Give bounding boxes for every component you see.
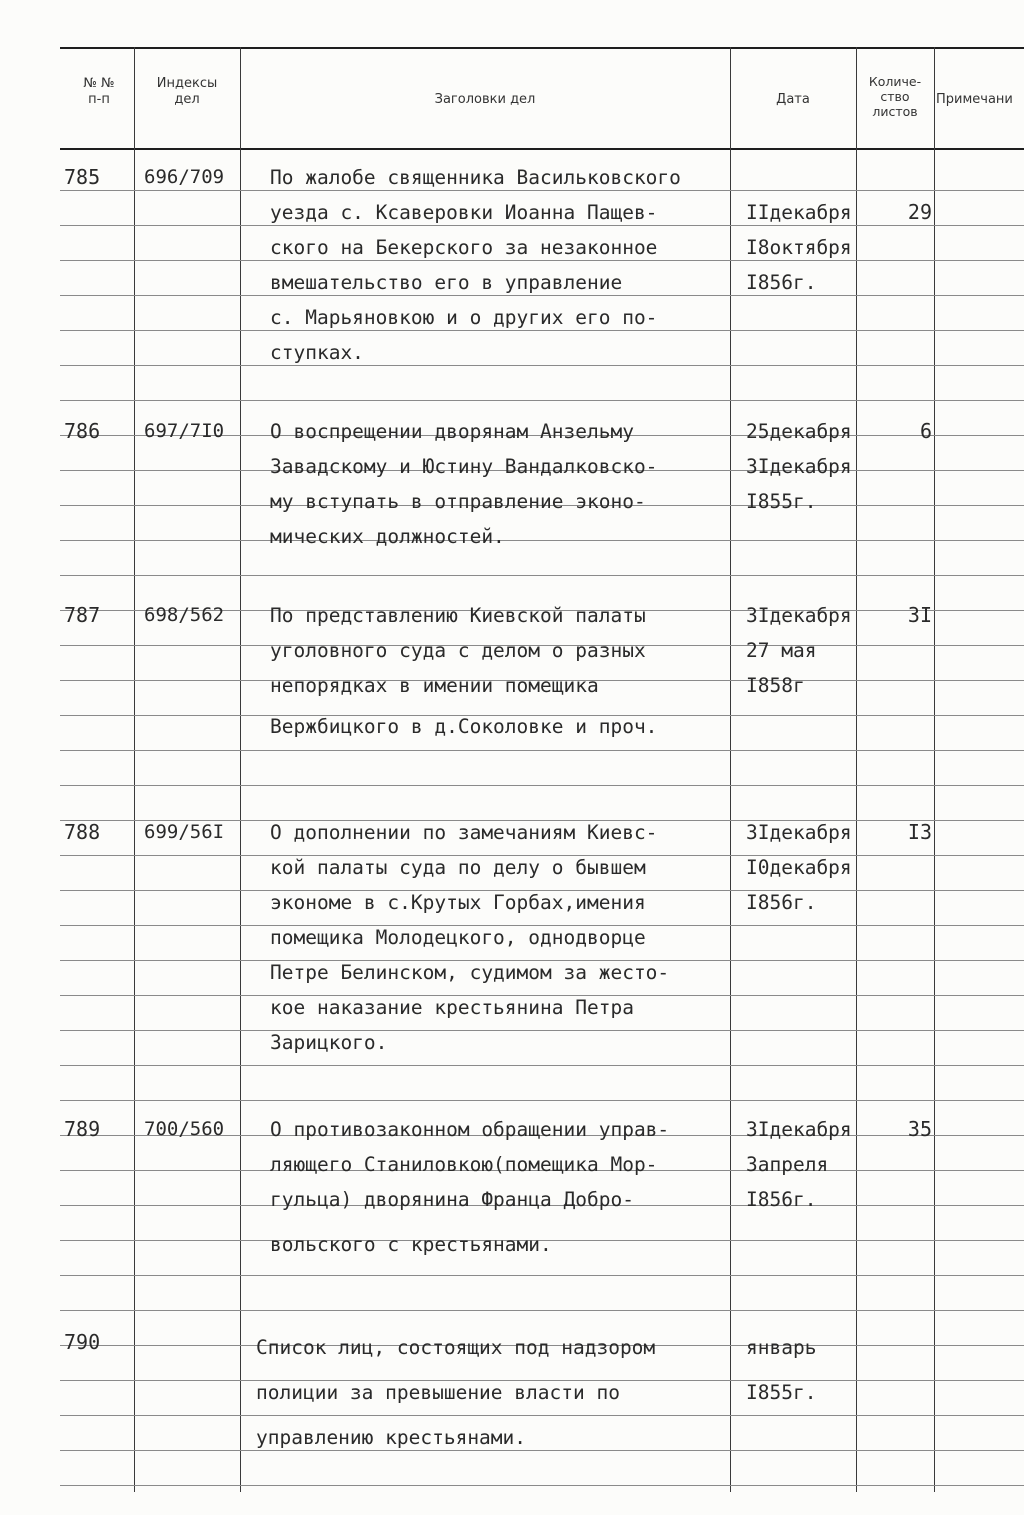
date-line: 27 мая	[746, 639, 817, 662]
header-index	[136, 76, 238, 108]
date-line: I856г.	[746, 271, 817, 294]
title-line: Завадскому и Юстину Вандалковско-	[270, 455, 658, 478]
ruled-line	[60, 1065, 1024, 1066]
date-line: I856г.	[746, 891, 817, 914]
row-sheet-count: 35	[907, 1117, 932, 1141]
title-line: экономе в с.Крутых Горбах,имения	[270, 891, 646, 914]
title-line: вольского с крестьянами.	[270, 1233, 552, 1256]
ruled-line	[60, 1310, 1024, 1311]
header-notes-label: Примечани	[936, 92, 1013, 107]
date-line: I858г	[746, 674, 805, 697]
header-count	[856, 74, 934, 119]
date-line: 3Iдекабря	[746, 1118, 852, 1141]
row-title	[270, 815, 735, 1060]
date-line: IIдекабря	[746, 201, 852, 224]
ruled-line	[60, 400, 1024, 401]
row-number: 789	[64, 1117, 101, 1141]
ruled-line	[60, 1275, 1024, 1276]
ruled-line	[60, 575, 1024, 576]
header-title	[242, 92, 728, 108]
title-line: ступках.	[270, 341, 364, 364]
header-num	[66, 76, 132, 108]
title-line: О дополнении по замечаниям Киевс-	[270, 821, 658, 844]
row-title	[270, 160, 735, 370]
header-index-sublabel: дел	[174, 92, 200, 107]
header-count-label-1: Количе-	[868, 74, 922, 89]
row-index: 699/56I	[144, 821, 225, 843]
row-date	[746, 1325, 866, 1415]
row-sheet-count: 29	[907, 200, 932, 224]
date-line: I0декабря	[746, 856, 852, 879]
top-border	[60, 47, 1024, 49]
row-sheet-count: I3	[907, 820, 932, 844]
row-title	[270, 414, 735, 554]
title-line: О противозаконном обращении управ-	[270, 1118, 670, 1141]
ruled-line	[60, 1485, 1024, 1486]
row-sheet-count: 6	[919, 419, 932, 443]
date-line: I856г.	[746, 1188, 817, 1211]
title-line: непорядках в имении помещика	[270, 674, 599, 697]
row-number: 787	[64, 603, 101, 627]
title-line: вмешательство его в управление	[270, 271, 623, 294]
title-line: По жалобе священника Васильковского	[270, 166, 681, 189]
title-line: Вержбицкого в д.Соколовке и проч.	[270, 715, 658, 738]
row-title	[256, 1325, 721, 1460]
title-line: кое наказание крестьянина Петра	[270, 996, 634, 1019]
date-line: I855г.	[746, 1381, 817, 1404]
header-count-label-3: листов	[872, 104, 918, 119]
title-line: управлению крестьянами.	[256, 1426, 527, 1449]
date-line: январь	[746, 1336, 817, 1359]
header-title-label: Заголовки дел	[434, 92, 536, 107]
date-line: I8октября	[746, 236, 852, 259]
ruled-line	[60, 785, 1024, 786]
ruled-line	[60, 750, 1024, 751]
title-line: с. Марьяновкою и о других его по-	[270, 306, 658, 329]
title-line: По представлению Киевской палаты	[270, 604, 646, 627]
title-line: гульца) дворянина Франца Добро-	[270, 1188, 634, 1211]
header-count-label-2: ство	[880, 89, 910, 104]
title-line: кой палаты суда по делу о бывшем	[270, 856, 646, 879]
row-index: 697/7I0	[144, 420, 225, 442]
date-line: 3Iдекабря	[746, 604, 852, 627]
date-line: 25декабря	[746, 420, 852, 443]
title-line: уезда с. Ксаверовки Иоанна Пащев-	[270, 201, 658, 224]
title-line: му вступать в отправление эконо-	[270, 490, 646, 513]
row-title	[270, 598, 735, 744]
title-line: уголовного суда с делом о разных	[270, 639, 646, 662]
header-date	[732, 92, 854, 108]
row-date	[746, 160, 866, 300]
row-index: 696/709	[144, 166, 225, 188]
row-date	[746, 815, 866, 920]
title-line: Зарицкого.	[270, 1031, 388, 1054]
row-date	[746, 598, 866, 703]
date-line: I855г.	[746, 490, 817, 513]
date-line: 3Iдекабря	[746, 455, 852, 478]
date-line: 3Iдекабря	[746, 821, 852, 844]
title-line: Список лиц, состоящих под надзором	[256, 1336, 656, 1359]
row-number: 790	[64, 1330, 101, 1354]
row-number: 786	[64, 419, 101, 443]
header-bottom-border	[60, 148, 1024, 150]
title-line: ского на Бекерского за незаконное	[270, 236, 658, 259]
row-title	[270, 1112, 735, 1262]
row-date	[746, 414, 866, 519]
header-date-label: Дата	[776, 92, 810, 107]
title-line: Петре Белинском, судимом за жесто-	[270, 961, 670, 984]
date-line: 3апреля	[746, 1153, 829, 1176]
header-notes	[936, 92, 1024, 108]
row-number: 785	[64, 165, 101, 189]
date-line	[746, 160, 866, 195]
row-sheet-count: 3I	[907, 603, 932, 627]
row-index: 700/560	[144, 1118, 225, 1140]
header-num-sublabel: п-п	[88, 92, 110, 107]
row-number: 788	[64, 820, 101, 844]
header-num-label: № №	[83, 76, 115, 91]
row-index: 698/562	[144, 604, 225, 626]
ruled-line	[60, 1100, 1024, 1101]
header-index-label: Индексы	[156, 76, 218, 91]
title-line: полиции за превышение власти по	[256, 1381, 620, 1404]
title-line: О воспрещении дворянам Анзельму	[270, 420, 634, 443]
title-line: помещика Молодецкого, однодворце	[270, 926, 646, 949]
title-line: ляющего Станиловкою(помещика Мор-	[270, 1153, 658, 1176]
row-date	[746, 1112, 866, 1217]
title-line: мических должностей.	[270, 525, 505, 548]
